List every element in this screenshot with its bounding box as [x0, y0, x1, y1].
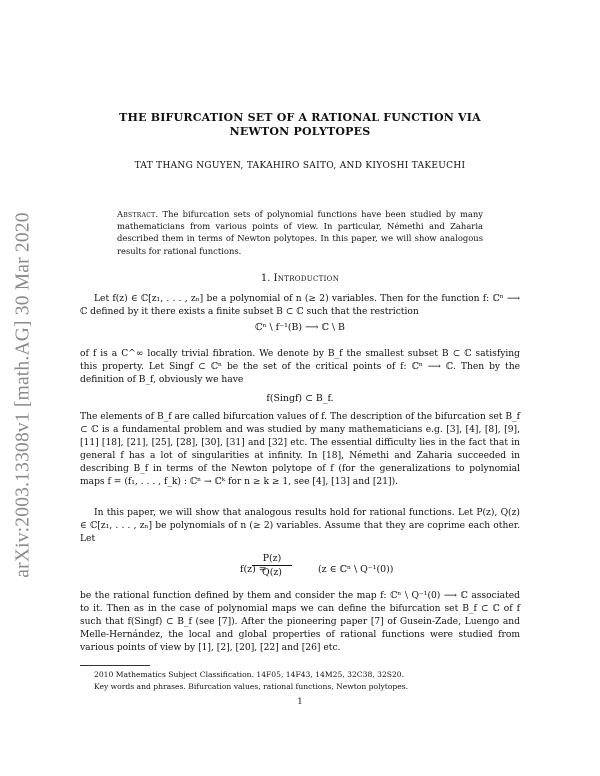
- paragraph-2-text: of f is a C^∞ locally trivial fibration. We denote by B_f the smallest subset B ⊂ ℂ satisfying this property. Let Singf ⊂ ℂⁿ be the set of the critical points of f: ℂⁿ ⟶ ℂ. Then by the definition of B_f, obviously we have: [80, 349, 520, 385]
- paragraph-3-text: The elements of B_f are called bifurcation values of f. The description of the bifurcation set B_f ⊂ ℂ is a fundamental problem and was studied by many mathematicians e.g. [3], [4], [8], [9], [11] [18], [21], [25], [28], [30], [31] and [32] etc. The essential difficulty lies in the fact that in general f has a lot of singularities at infinity. In [18], Némethi and Zaharia succeeded in describing B_f in terms of the Newton polytope of f (for the generalizations to polynomial maps f = (f₁, . . . , f_k) : ℂⁿ → ℂᵏ for n ≥ k ≥ 1, see [4], [13] and [21]).: [80, 412, 520, 487]
- equation-inclusion: f(Singf) ⊂ B_f.: [266, 393, 334, 404]
- abstract: [117, 208, 483, 257]
- paragraph-1-text: Let f(z) ∈ ℂ[z₁, . . . , zₙ] be a polynomial of n (≥ 2) variables. Then for the function f: ℂⁿ ⟶ ℂ defined by it there exists a finite subset B ⊂ ℂ such that the restriction: [80, 294, 520, 317]
- fraction-denominator: Q(z): [262, 567, 282, 578]
- arxiv-identifier: arXiv:2003.13308v1 [math.AG] 30 Mar 2020: [13, 212, 35, 578]
- section-title: Introduction: [273, 273, 340, 284]
- footnote-rule: [80, 665, 150, 666]
- paragraph-5-text: be the rational function defined by them and consider the map f: ℂⁿ \ Q⁻¹(0) ⟶ ℂ associated to it. Then as in the case of polynomial maps we can define the bifurcation set B_f ⊂ ℂ of f such that f(Singf) ⊂ B_f (see [7]). After the pioneering paper [7] of Gusein-Zade, Luengo and Melle-Hernández, the local and global properties of rational functions were studied from various points of view by [1], [2], [20], [22] and [26] etc.: [80, 591, 520, 653]
- arxiv-sidebar-stamp: [2, 170, 46, 620]
- footnote-msc: 2010 Mathematics Subject Classification. 14F05, 14F43, 14M25, 32C38, 32S20.: [94, 670, 405, 679]
- equation-domain: (z ∈ ℂⁿ \ Q⁻¹(0)): [318, 564, 394, 575]
- paragraph-4: [80, 507, 520, 546]
- section-number: 1.: [260, 273, 271, 284]
- equation-rational-function: [210, 553, 440, 589]
- fraction: [252, 553, 292, 578]
- equation-restriction: ℂⁿ \ f⁻¹(B) ⟶ ℂ \ B: [255, 322, 345, 333]
- author-list: TAT THANG NGUYEN, TAKAHIRO SAITO, AND KIYOSHI TAKEUCHI: [134, 161, 466, 171]
- paragraph-1: [80, 293, 520, 319]
- section-heading: [80, 273, 520, 284]
- paragraph-3: [80, 411, 520, 488]
- equation-lhs: f(z) =: [240, 564, 267, 575]
- abstract-label: Abstract.: [117, 209, 159, 219]
- footnote-keywords: Key words and phrases. Bifurcation values, rational functions, Newton polytopes.: [94, 682, 409, 691]
- abstract-text: The bifurcation sets of polynomial functions have been studied by many mathematicians from various points of view. In particular, Némethi and Zaharia described them in terms of Newton polytopes. In this paper, we will show analogous results for rational functions.: [117, 209, 483, 256]
- paragraph-2: [80, 348, 520, 387]
- fraction-numerator: P(z): [252, 553, 292, 566]
- page-number: 1: [297, 697, 303, 707]
- paragraph-5: [80, 590, 520, 655]
- title-line-2: NEWTON POLYTOPES: [229, 125, 371, 138]
- paragraph-4-text: In this paper, we will show that analogous results hold for rational functions. Let P(z), Q(z) ∈ ℂ[z₁, . . . , zₙ] be polynomials of n (≥ 2) variables. Assume that they are coprime each other. Let: [80, 508, 520, 544]
- title-line-1: THE BIFURCATION SET OF A RATIONAL FUNCTION VIA: [119, 111, 481, 124]
- paper-title: [80, 111, 520, 139]
